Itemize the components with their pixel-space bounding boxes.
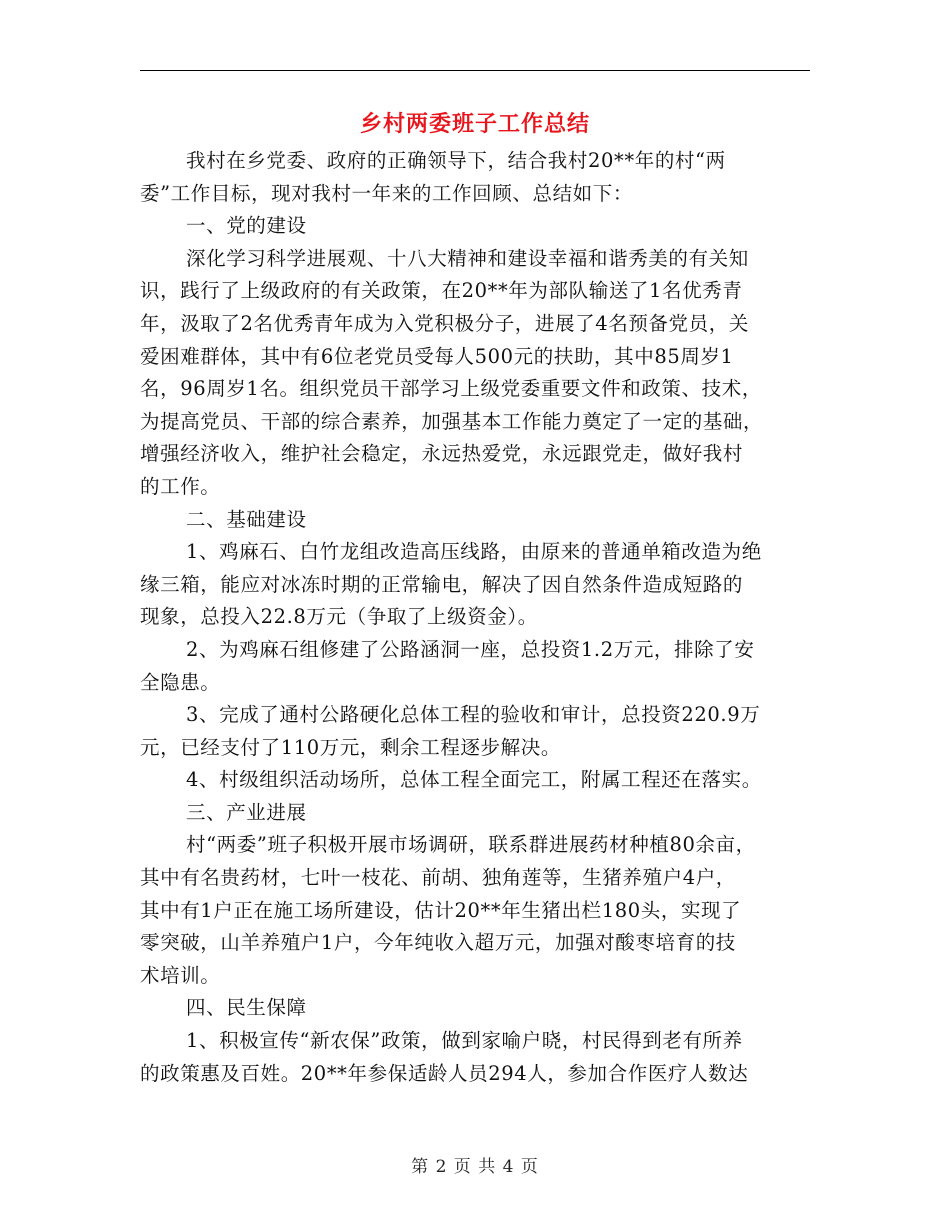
document-body [140, 145, 812, 1090]
header-rule [140, 70, 810, 71]
body-line: 全隐患。 [140, 670, 221, 694]
body-line: 爱困难群体，其中有6位老党员受每人500元的扶助，其中85周岁1 [140, 344, 734, 368]
body-line: 增强经济收入，维护社会稳定，永远热爱党，永远跟党走，做好我村 [140, 442, 744, 466]
body-line: 其中有1户正在施工场所建设，估计20**年生猪出栏180头，实现了 [140, 898, 742, 922]
body-line: 1、积极宣传“新农保”政策，做到家喻户晓，村民得到老有所养 [186, 1029, 743, 1053]
body-line: 的工作。 [140, 474, 221, 498]
body-line: 4、村级组织活动场所，总体工程全面完工，附属工程还在落实。 [186, 768, 762, 792]
body-line: 识，践行了上级政府的有关政策，在20**年为部队输送了1名优秀青 [140, 279, 743, 303]
body-line: 为提高党员、干部的综合素养，加强基本工作能力奠定了一定的基础， [140, 409, 764, 433]
body-line: 我村在乡党委、政府的正确领导下，结合我村20**年的村“两 [186, 149, 726, 172]
body-line: 3、完成了通村公路硬化总体工程的验收和审计，总投资220.9万 [186, 703, 761, 727]
body-line: 元，已经支付了110万元，剩余工程逐步解决。 [140, 735, 561, 759]
page-number: 第 2 页 共 4 页 [411, 1157, 539, 1177]
body-line: 现象，总投入22.8万元（争取了上级资金）。 [140, 605, 538, 629]
body-line: 1、鸡麻石、白竹龙组改造高压线路，由原来的普通单箱改造为绝 [186, 540, 762, 564]
body-line: 的政策惠及百姓。20**年参保适龄人员294人，参加合作医疗人数达 [140, 1061, 749, 1085]
body-line: 村“两委”班子积极开展市场调研，联系群进展药材种植80余亩， [186, 833, 756, 857]
body-line: 2、为鸡麻石组修建了公路涵洞一座，总投资1.2万元，排除了安 [186, 637, 755, 661]
body-line: 零突破，山羊养殖户1户，今年纯收入超万元，加强对酸枣培育的技 [140, 931, 736, 955]
body-line: 术培训。 [140, 963, 221, 987]
body-line: 深化学习科学进展观、十八大精神和建设幸福和谐秀美的有关知 [186, 246, 749, 270]
body-line: 二、基础建设 [186, 507, 307, 531]
body-line: 年，汲取了2名优秀青年成为入党积极分子，进展了4名预备党员，关 [140, 311, 749, 335]
body-line: 委”工作目标，现对我村一年来的工作回顾、总结如下： [140, 181, 633, 205]
body-line: 缘三箱，能应对冰冻时期的正常输电，解决了因自然条件造成短路的 [140, 572, 744, 596]
body-line: 四、民生保障 [186, 996, 307, 1020]
document-title: 乡村两委班子工作总结 [359, 112, 590, 137]
body-line: 其中有名贵药材，七叶一枝花、前胡、独角莲等，生猪养殖户4户， [140, 866, 736, 890]
body-line: 三、产业进展 [186, 800, 307, 824]
body-line: 名，96周岁1名。组织党员干部学习上级党委重要文件和政策、技术， [140, 377, 762, 401]
body-line: 一、党的建设 [186, 214, 307, 238]
